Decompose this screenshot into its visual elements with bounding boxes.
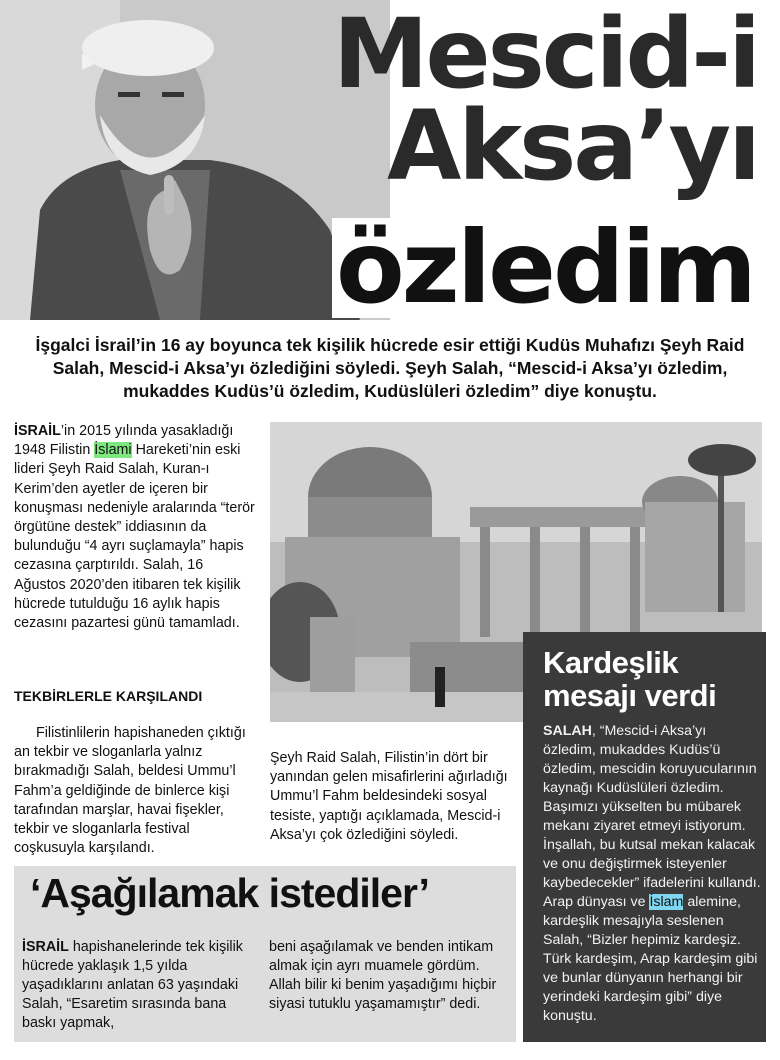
sidebar-dateline: SALAH — [543, 723, 592, 739]
bottom-headline: ‘Aşağılamak istediler’ — [30, 870, 429, 916]
bottom-panel — [14, 866, 516, 1042]
bottom-text-1: hapishanelerinde tek kişilik hücrede yaklaşık 1,5 yılda yaşadıklarını anlatan 63 yaşındaki Salah, “Esaretim sırasında bana baskı yapmak, — [22, 939, 243, 1031]
headline-line-1: Mescid-i — [332, 0, 758, 110]
highlighted-word: İslam — [649, 894, 684, 910]
headline-line-3: özledim — [332, 218, 758, 318]
sidebar-body-a: , “Mescid-i Aksa’yı özledim, mukaddes Kudüs’ü özledim, mescidin koruyucularının kaynağı Kudüslüleri özledim. Başımızı yükselten bu mübarek mekanı ziyaret etmeyi istiyorum. İnşallah, bu kutsal mekan kalacak ve onu değiştirmek isteyenler kaybedecekler” ifadelerini kullandı. Arap dünyası ve — [543, 723, 761, 910]
sidebar-title: Kardeşlik mesajı verdi — [543, 645, 717, 713]
body-text: ’in 2015 yılında yasakladığı 1948 Filistin — [14, 423, 234, 459]
dateline: İSRAİL — [14, 423, 61, 439]
headline-line-2: Aksa’yı — [386, 90, 758, 202]
body-text: Hareketi’nin eski lideri Şeyh Raid Salah, Kuran-ı Kerim’den ayetler de içeren bir konuşması nedeniyle aralarında “terör örgütüne destek” iddiasının da bulunduğu “4 ayrı suçlamayla” hapis cezasına çarptırıldı. Salah, 16 Ağustos 2020’den itibaren tek kişilik hücrede tutulduğu 16 aylık hapis cezasını pazartesi günü tamamladı. — [14, 442, 255, 632]
photo-caption: Şeyh Raid Salah, Filistin’in dört bir yanından gelen misafirlerini ağırladığı Ummu’l Fahm beldesindeki sosyal tesiste, yaptığı açıklamada, Mescid-i Aksa’yı çok özlediğini söyledi. — [270, 750, 508, 843]
bottom-dateline: İSRAİL — [22, 939, 69, 955]
article-paragraph-2: Filistinlilerin hapishaneden çıktığı an tekbir ve sloganlarla yalnız bırakmadığı Salah, beldesi Ummu’l Fahm’a geldiğinde de binlerce kişi tarafından marşlar, havai fişekler, tekbir ve sloganlarla festival coşkusuyla karşılandı. — [14, 725, 246, 857]
highlighted-word: İslami — [94, 442, 132, 459]
sidebar-box — [523, 632, 766, 1042]
section-subhead: TEKBİRLERLE KARŞILANDI — [14, 688, 203, 704]
bottom-column-1 — [22, 938, 254, 1033]
article-column-1 — [14, 422, 257, 633]
sidebar-text — [543, 722, 761, 1026]
sidebar-body-b: alemine, kardeşlik mesajıyla seslenen Salah, “Bizler hepimiz kardeşiz. Türk kardeşim, Arap kardeşim gibi ve bunlar dünyanın herhangi bir yerindeki kardeşim gibi” diye konuştu. — [543, 894, 758, 1024]
lead-paragraph: İşgalci İsrail’in 16 ay boyunca tek kişilik hücrede esir ettiği Kudüs Muhafızı Şeyh Raid Salah, Mescid-i Aksa’yı özlediğini söyledi. Şeyh Salah, “Mescid-i Aksa’yı özledim, mukaddes Kudüs’ü özledim, Kudüslüleri özledim” diye konuştu. — [35, 335, 745, 401]
bottom-column-2: beni aşağılamak ve benden intikam almak için ayrı muamele gördüm. Allah bilir ki benim yaşadığımı hiçbir siyasi tutuklu yaşamamıştır” dedi. — [269, 939, 497, 1012]
